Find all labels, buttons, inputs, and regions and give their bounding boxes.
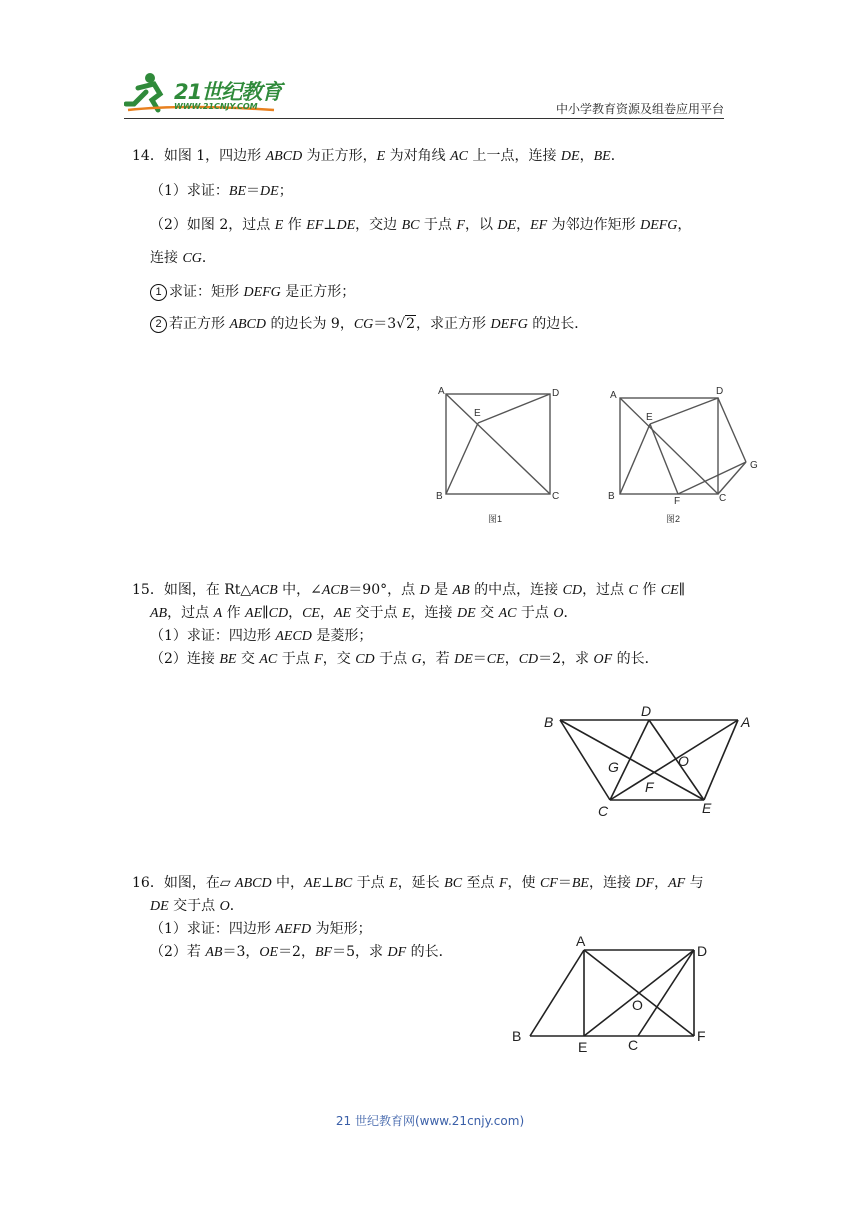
fig2-label-E: E [646,412,653,423]
fig2-label-D: D [716,386,724,397]
q16-figure [508,932,723,1057]
fig1-label-A: A [438,386,445,397]
q15-line-3: （1）求证：四边形 AECD 是菱形； [150,628,373,644]
q16-label-O: O [632,997,643,1013]
q16-label-D: D [697,943,708,959]
q16-label-C: C [628,1037,639,1053]
q14-figure-2 [600,378,770,528]
circled-number-2: 2 [150,316,167,333]
q14-line-6: 2 若正方形 ABCD 的边长为 9，CG＝3√2，求正方形 DEFG 的边长． [150,314,588,335]
q15-label-A: A [741,714,751,730]
q14-line-1: 14．如图 1，四边形 ABCD 为正方形，E 为对角线 AC 上一点，连接 DE，BE． [132,148,625,164]
fig1-label-D: D [552,388,560,399]
q16-label-B: B [512,1028,522,1044]
q14-line-4: 连接 CG． [150,250,216,266]
fig1-label-C: C [552,491,560,502]
q15-label-O: O [678,753,689,769]
q15-label-B: B [544,714,554,730]
logo-text: 21世纪教育 [174,80,282,104]
q15-label-F: F [645,779,654,795]
fig1-label-E: E [474,408,481,419]
q16-line-4: （2）若 AB＝3，OE＝2，BF＝5，求 DF 的长． [150,944,453,960]
q14-line-2: （1）求证：BE＝DE； [150,183,293,199]
fig1-label-B: B [436,491,443,502]
footer-link[interactable]: 21 世纪教育网(www.21cnjy.com) [335,1114,525,1128]
fig2-label-B: B [608,491,615,502]
circled-number-1: 1 [150,284,167,301]
fig2-label-G: G [750,460,758,471]
q16-line-3: （1）求证：四边形 AEFD 为矩形； [150,921,372,937]
q15-label-E: E [702,800,712,816]
q16-line-2: DE 交于点 O． [150,898,244,914]
logo-url: WWW.21CNJY.COM [174,102,258,111]
q15-line-1: 15．如图，在 Rt△ACB 中，∠ACB＝90°，点 D 是 AB 的中点，连接 CD，过点 C 作 CE∥ [132,582,686,598]
platform-name: 中小学教育资源及组卷应用平台 [555,102,724,116]
q15-label-C: C [598,803,609,819]
header-divider [124,118,724,119]
q14-line-3: （2）如图 2，过点 E 作 EF⊥DE，交边 BC 于点 F，以 DE，EF 为邻边作矩形 DEFG， [150,217,692,233]
q16-label-E: E [578,1039,588,1055]
q15-line-4: （2）连接 BE 交 AC 于点 F，交 CD 于点 G，若 DE＝CE，CD＝2，求 OF 的长． [150,651,659,667]
q15-figure [538,700,758,825]
q15-label-G: G [608,759,619,775]
q14-figure-1 [430,378,570,528]
q15-label-D: D [641,703,652,719]
fig2-label-C: C [719,493,727,504]
fig2-caption: 图2 [666,514,681,524]
fig1-caption: 图1 [488,514,503,524]
fig2-label-F: F [674,496,681,507]
q15-line-2: AB，过点 A 作 AE∥CD，CE，AE 交于点 E，连接 DE 交 AC 于点 O． [150,605,578,621]
q14-line-5: 1 求证：矩形 DEFG 是正方形； [150,282,355,303]
q16-line-1: 16．如图，在▱ ABCD 中，AE⊥BC 于点 E，延长 BC 至点 F，使 CF＝BE，连接 DF，AF 与 [132,875,704,891]
site-logo [124,70,294,116]
q16-label-F: F [697,1028,706,1044]
q16-label-A: A [576,933,586,949]
fig2-label-A: A [610,390,617,401]
